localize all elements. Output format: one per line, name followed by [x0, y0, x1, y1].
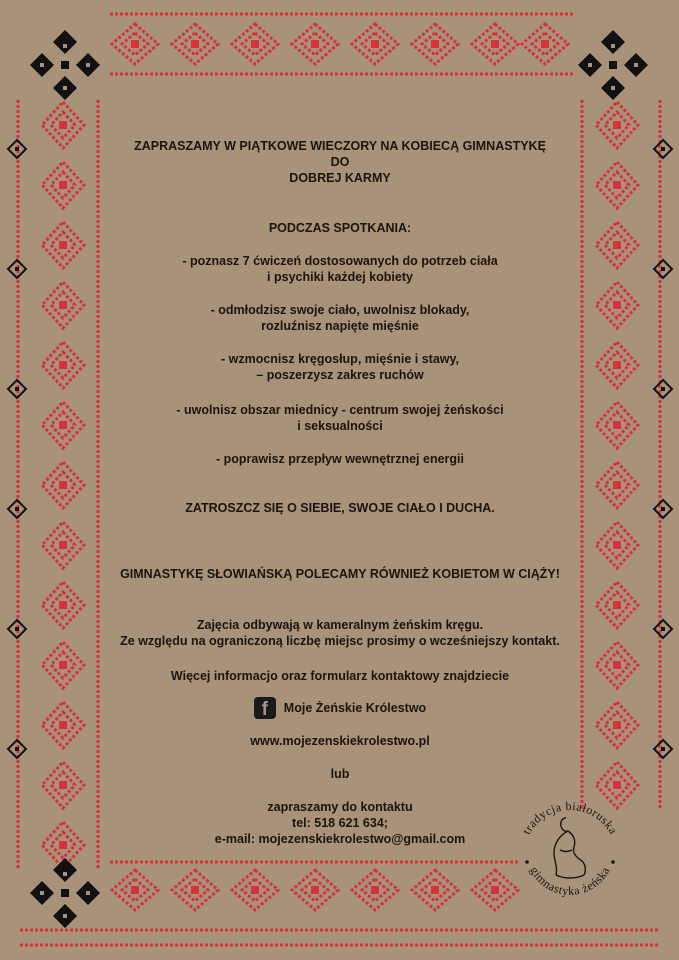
contact-phone: tel: 518 621 634; [292, 816, 388, 830]
bullet-1-line-2: i psychiki każdej kobiety [267, 270, 413, 284]
contact-email: e-mail: mojezenskiekrolestwo@gmail.com [214, 832, 466, 846]
facebook-page-name: Moje Żeńskie Królestwo [283, 701, 427, 715]
contact-intro: zapraszamy do kontaktu [267, 800, 413, 814]
info-line-3: Więcej informacjo oraz formularz kontaktowy znajdziecie [170, 669, 510, 683]
bullet-3-line-2: – poszerzysz zakres ruchów [256, 368, 424, 382]
facebook-icon: f [254, 697, 276, 719]
bullet-4-line-2: i seksualności [297, 419, 383, 433]
invite-line-2: DO [330, 155, 350, 169]
seal-bottom-text: gimnastyka żeńska [527, 864, 613, 898]
woman-silhouette-icon [554, 818, 585, 878]
invite-line-1: ZAPRASZAMY W PIĄTKOWE WIECZORY NA KOBIECĄ GIMNASTYKĘ [134, 139, 546, 153]
or-text: lub [330, 767, 350, 781]
website-link[interactable]: www.mojezenskiekrolestwo.pl [250, 734, 430, 748]
meeting-heading: PODCZAS SPOTKANIA: [268, 221, 412, 235]
facebook-link[interactable] [90, 696, 590, 720]
bullet-1-line-1: - poznasz 7 ćwiczeń dostosowanych do potrzeb ciała [182, 254, 498, 268]
pregnancy-line: GIMNASTYKĘ SŁOWIAŃSKĄ POLECAMY RÓWNIEŻ KOBIETOM W CIĄŻY! [120, 567, 560, 581]
info-line-1: Zajęcia odbywają w kameralnym żeńskim kręgu. [196, 618, 484, 632]
bullet-5-line-1: - poprawisz przepływ wewnętrznej energii [216, 452, 464, 466]
care-line: ZATROSZCZ SIĘ O SIEBIE, SWOJE CIAŁO I DUCHA. [185, 501, 495, 515]
seal-top-text: tradycja białoruska [519, 798, 621, 837]
svg-text:gimnastyka żeńska [527, 864, 612, 898]
svg-text:tradycja białoruska [519, 799, 620, 837]
bullet-2-line-1: - odmłodzisz swoje ciało, uwolnisz blokady, [210, 303, 470, 317]
bullet-3-line-1: - wzmocnisz kręgosłup, mięśnie i stawy, [220, 352, 460, 366]
invite-line-3: DOBREJ KARMY [289, 171, 391, 185]
info-line-2: Ze względu na ograniczoną liczbę miejsc prosimy o wcześniejszy kontakt. [120, 634, 560, 648]
bullet-4-line-1: - uwolnisz obszar miednicy - centrum swojej żeńskości [176, 403, 504, 417]
seal-logo [510, 790, 630, 910]
bullet-2-line-2: rozluźnisz napięte mięśnie [261, 319, 419, 333]
